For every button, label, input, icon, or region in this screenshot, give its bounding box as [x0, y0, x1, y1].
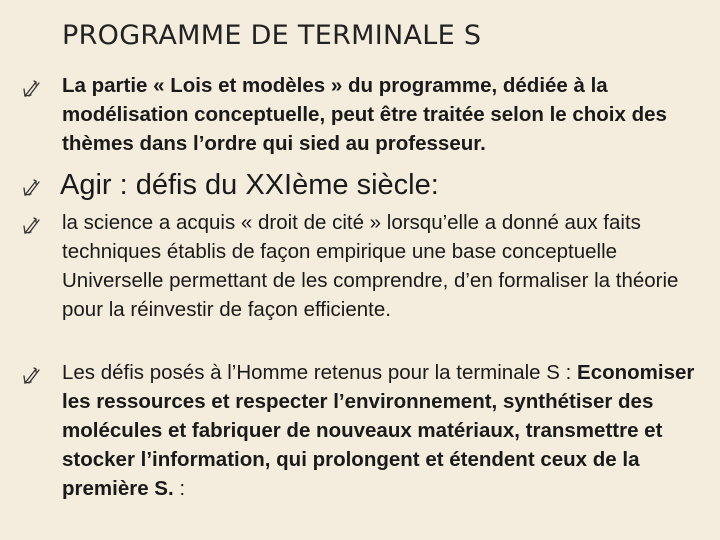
bullet-text-4 [62, 358, 702, 503]
crossed-arrows-bullet-icon [21, 79, 41, 99]
crossed-arrows-bullet-icon [21, 178, 41, 198]
crossed-arrows-bullet-icon [21, 216, 41, 236]
bullet-text-2: Agir : défis du XXIème siècle: [60, 169, 439, 201]
bullet-text-4-bold: Economiser les ressources et respecter l’environnement, synthétiser des molécules et fabriquer de nouveaux matériaux, transmettre et stocker l’information, qui prolongent et étendent ceux de la première S. [62, 361, 695, 500]
bullet-text-1: La partie « Lois et modèles » du programme, dédiée à la modélisation conceptuelle, peut être traitée selon le choix des thèmes dans l’ordre qui sied au professeur. [62, 74, 667, 155]
bullet-text-4-intro: Les défis posés à l’Homme retenus pour la terminale S : [62, 361, 572, 384]
slide-title: PROGRAMME DE TERMINALE S [62, 20, 482, 51]
bullet-text-3: la science a acquis « droit de cité » lorsqu’elle a donné aux faits techniques établis de façon empirique une base conceptuelle Universelle permettant de les comprendre, d’en formaliser la théorie pour la réinvestir de façon efficiente. [62, 211, 679, 321]
crossed-arrows-bullet-icon [21, 366, 41, 386]
bullet-text-4-tail: : [173, 477, 186, 500]
